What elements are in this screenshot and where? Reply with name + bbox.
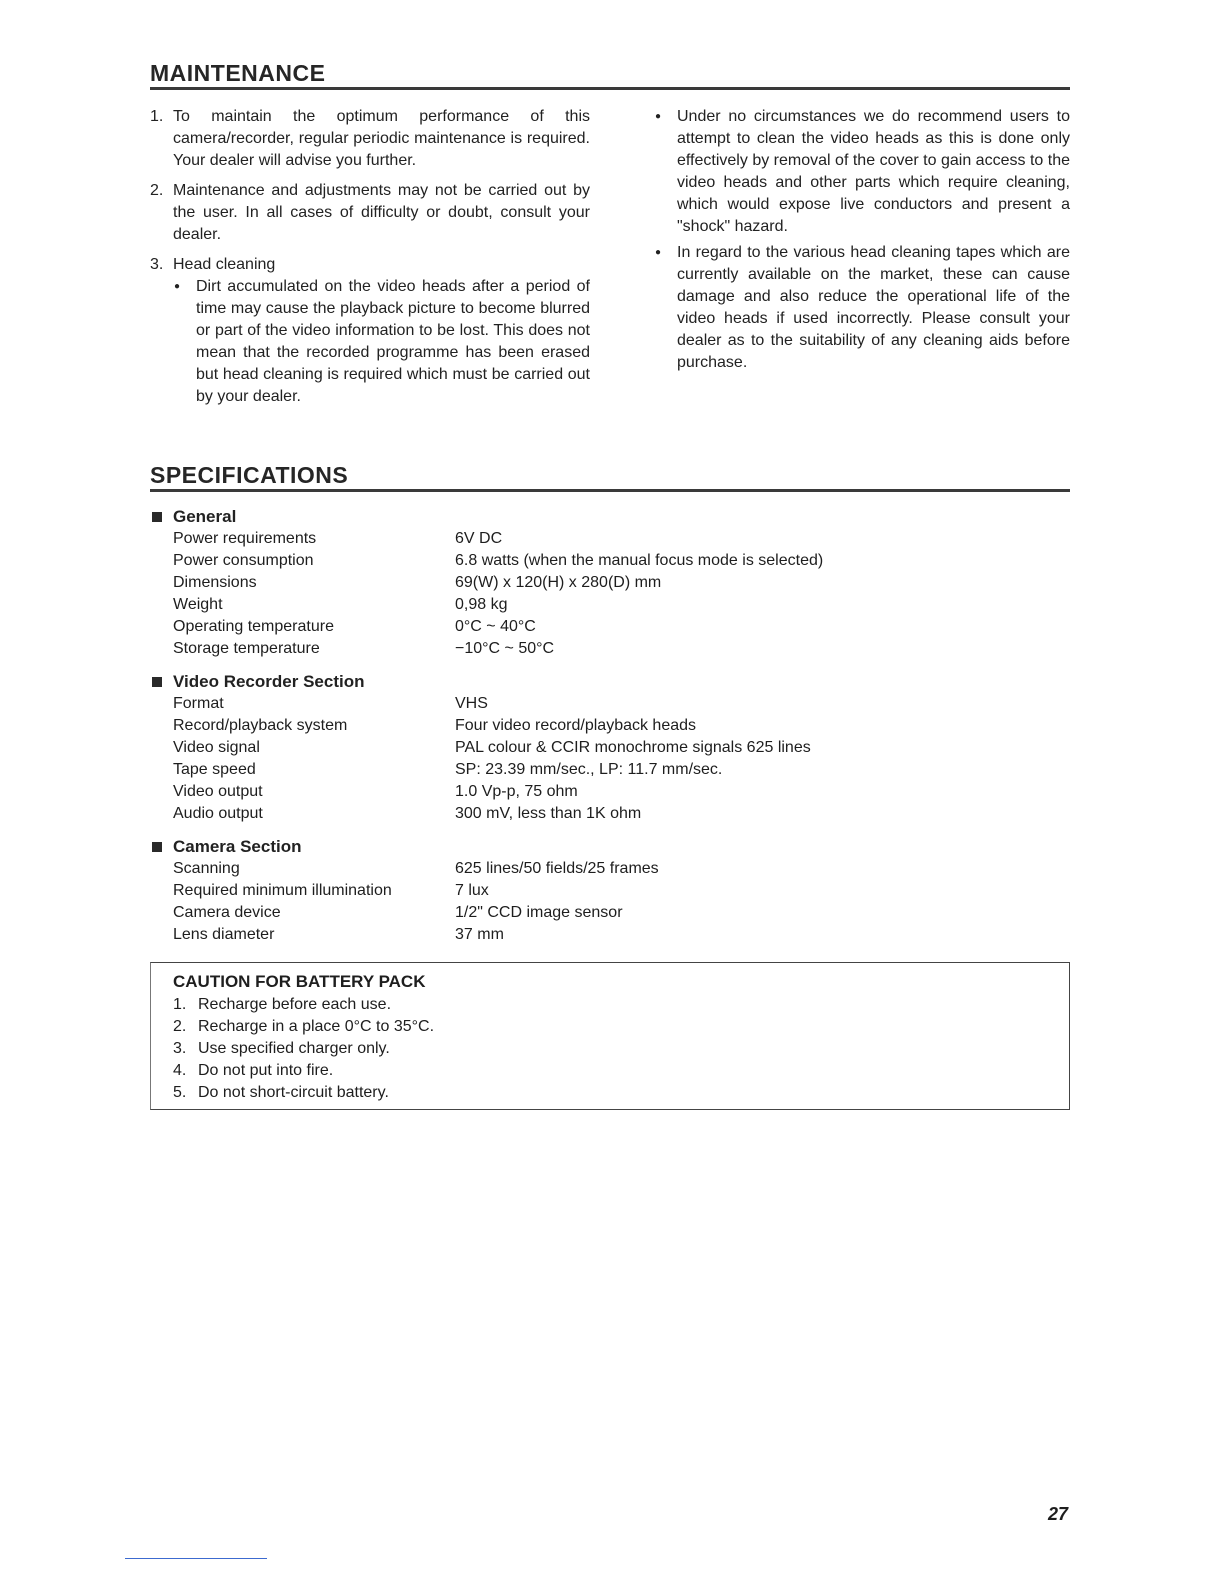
square-bullet-icon [152, 842, 162, 852]
bullet-text: Dirt accumulated on the video heads after a period of time may cause the playback picture to become blurred or part of the video information to be lost. This does not mean that the recorded programme has been erased but head cleaning is required which must be carried out by your dealer. [196, 278, 590, 405]
item-text: Do not short-circuit battery. [198, 1084, 389, 1101]
spec-label: Format [173, 695, 224, 712]
spec-row [150, 594, 1070, 616]
spec-label: Scanning [173, 860, 240, 877]
spec-value: 1.0 Vp-p, 75 ohm [455, 783, 578, 800]
bullet-item [654, 242, 1070, 374]
spec-row [150, 880, 1070, 902]
spec-value: 1/2" CCD image sensor [455, 904, 623, 921]
spec-label: Required minimum illumination [173, 882, 392, 899]
spec-row [150, 638, 1070, 660]
spec-section-camera [150, 836, 1070, 946]
spec-value: PAL colour & CCIR monochrome signals 625 lines [455, 739, 811, 756]
spec-row [150, 902, 1070, 924]
spec-label: Video signal [173, 739, 260, 756]
item-number: 1. [173, 996, 187, 1013]
item-text: Maintenance and adjustments may not be carried out by the user. In all cases of difficulty or doubt, consult your dealer. [173, 182, 590, 243]
spec-value: 625 lines/50 fields/25 frames [455, 860, 659, 877]
spec-row [150, 550, 1070, 572]
spec-value: 6V DC [455, 530, 503, 547]
caution-content [173, 971, 434, 1104]
item-number: 2. [150, 182, 164, 199]
maintenance-left-column [150, 106, 590, 412]
item-text: Recharge in a place 0°C to 35°C. [198, 1018, 435, 1035]
item-text: To maintain the optimum performance of this camera/recorder, regular periodic maintenance is required. Your dealer will advise you further. [173, 108, 590, 169]
spec-row [150, 858, 1070, 880]
spec-label: Power requirements [173, 530, 317, 547]
spec-value: 6.8 watts (when the manual focus mode is selected) [455, 552, 824, 569]
specifications-list [150, 506, 1070, 946]
caution-item [173, 1016, 434, 1038]
spec-label: Audio output [173, 805, 263, 822]
square-bullet-icon [152, 512, 162, 522]
caution-item [173, 994, 434, 1016]
spec-label: Storage temperature [173, 640, 320, 657]
spec-row [150, 781, 1070, 803]
spec-value: −10°C ~ 50°C [455, 640, 555, 657]
caution-item [173, 1060, 434, 1082]
spec-row [150, 737, 1070, 759]
spec-value: 7 lux [455, 882, 489, 899]
maintenance-item [150, 254, 590, 276]
item-text: Head cleaning [173, 256, 276, 273]
section-title: Video Recorder Section [173, 672, 365, 691]
spec-value: 300 mV, less than 1K ohm [455, 805, 642, 822]
spec-value: VHS [455, 695, 488, 712]
square-bullet-icon [152, 677, 162, 687]
footer-rule [125, 1558, 267, 1559]
spec-label: Operating temperature [173, 618, 334, 635]
section-title: General [173, 507, 237, 526]
spec-label: Camera device [173, 904, 281, 921]
bullet-text: In regard to the various head cleaning tapes which are currently available on the market, these can cause damage and also reduce the operational life of the video heads if used incorrectly. Please consult your dealer as to the suitability of any cleaning aids before purchase. [677, 244, 1070, 371]
bullet-item [654, 106, 1070, 238]
head-cleaning-bullets [173, 276, 590, 408]
spec-value: SP: 23.39 mm/sec., LP: 11.7 mm/sec. [455, 761, 723, 778]
item-number: 1. [150, 108, 164, 125]
maintenance-heading: MAINTENANCE [150, 60, 1070, 90]
section-heading [150, 671, 1070, 693]
bullet-item [173, 276, 590, 408]
spec-section-video-recorder [150, 671, 1070, 825]
spec-row [150, 924, 1070, 946]
maintenance-item [150, 180, 590, 246]
battery-caution-box [150, 962, 1070, 1110]
item-number: 4. [173, 1062, 187, 1079]
caution-item [173, 1082, 434, 1104]
spec-label: Tape speed [173, 761, 256, 778]
spec-row [150, 715, 1070, 737]
spec-section-general [150, 506, 1070, 660]
spec-value: Four video record/playback heads [455, 717, 697, 734]
spec-label: Weight [173, 596, 223, 613]
caution-item [173, 1038, 434, 1060]
spec-row [150, 693, 1070, 715]
spec-value: 37 mm [455, 926, 504, 943]
spec-value: 0°C ~ 40°C [455, 618, 536, 635]
section-title: Camera Section [173, 837, 302, 856]
spec-value: 0,98 kg [455, 596, 508, 613]
spec-row [150, 572, 1070, 594]
caution-title: CAUTION FOR BATTERY PACK [173, 972, 426, 991]
item-text: Do not put into fire. [198, 1062, 334, 1079]
spec-label: Video output [173, 783, 263, 800]
spec-label: Dimensions [173, 574, 257, 591]
item-number: 2. [173, 1018, 187, 1035]
maintenance-right-column [654, 106, 1070, 378]
item-number: 3. [150, 256, 164, 273]
specifications-heading: SPECIFICATIONS [150, 462, 1070, 492]
section-heading [150, 836, 1070, 858]
item-number: 5. [173, 1084, 187, 1101]
bullet-text: Under no circumstances we do recommend users to attempt to clean the video heads as this is done only effectively by removal of the cover to gain access to the video heads and other parts which require cleaning, which would expose live conductors and present a "shock" hazard. [677, 108, 1070, 235]
bullet-icon: ● [655, 111, 662, 122]
bullet-icon: ● [655, 247, 662, 258]
spec-row [150, 759, 1070, 781]
spec-row [150, 528, 1070, 550]
item-text: Use specified charger only. [198, 1040, 390, 1057]
page-number: 27 [1047, 1504, 1068, 1524]
spec-row [150, 616, 1070, 638]
spec-row [150, 803, 1070, 825]
item-number: 3. [173, 1040, 187, 1057]
bullet-icon: ● [174, 281, 181, 292]
spec-label: Record/playback system [173, 717, 348, 734]
spec-value: 69(W) x 120(H) x 280(D) mm [455, 574, 662, 591]
section-heading [150, 506, 1070, 528]
item-text: Recharge before each use. [198, 996, 392, 1013]
spec-label: Power consumption [173, 552, 314, 569]
maintenance-item [150, 106, 590, 172]
spec-label: Lens diameter [173, 926, 275, 943]
